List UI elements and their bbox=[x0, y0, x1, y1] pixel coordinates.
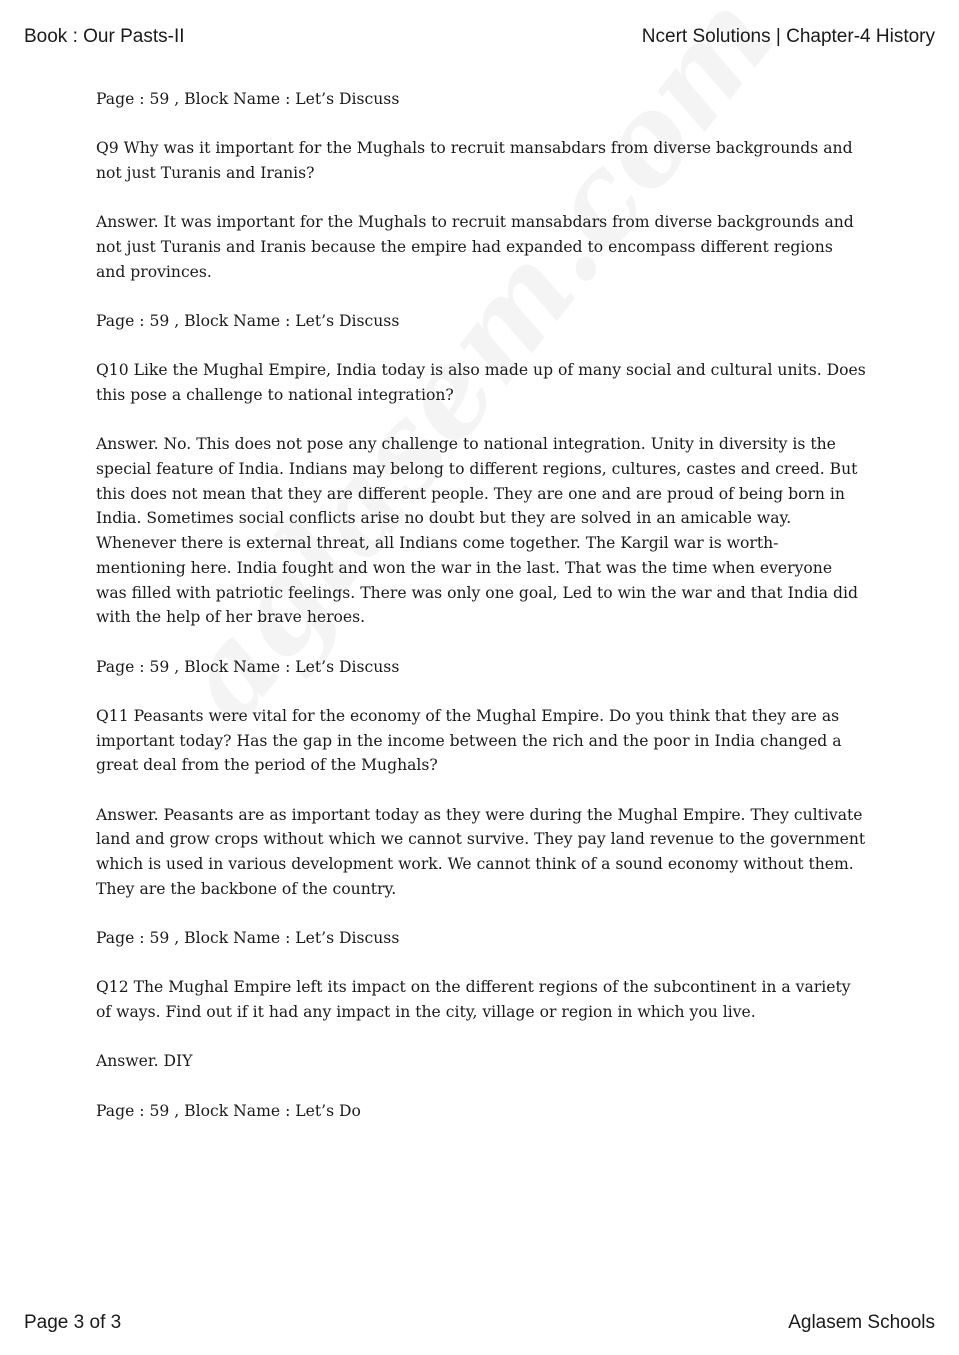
question-q12: Q12 The Mughal Empire left its impact on the different regions of the subcontinent in a variety of ways. Find out if it had any impact in the city, village or region in which you live. bbox=[96, 978, 851, 1021]
question-q9: Q9 Why was it important for the Mughals to recruit mansabdars from diverse backgrounds and not just Turanis and Iranis? bbox=[96, 139, 853, 182]
answer-q12: Answer. DIY bbox=[96, 1052, 193, 1071]
document-body bbox=[96, 87, 866, 1148]
question-q10: Q10 Like the Mughal Empire, India today is also made up of many social and cultural units. Does this pose a challenge to national integration? bbox=[96, 361, 866, 404]
block-reference: Page : 59 , Block Name : Let’s Discuss bbox=[96, 657, 400, 676]
question-q11: Q11 Peasants were vital for the economy of the Mughal Empire. Do you think that they are as important today? Has the gap in the income between the rich and the poor in India changed a great deal from the period of the Mughals? bbox=[96, 706, 842, 775]
answer-q9: Answer. It was important for the Mughals to recruit mansabdars from diverse backgrounds and not just Turanis and Iranis because the empire had expanded to encompass different regions and provinces. bbox=[96, 213, 854, 281]
answer-q10: Answer. No. This does not pose any challenge to national integration. Unity in diversity is the special feature of India. Indians may belong to different regions, cultures, castes and creed. But this does not mean that they are different people. They are one and are proud of being born in India. Sometimes social conflicts arise no doubt but they are solved in an amicable way. Whenever there is external threat, all Indians come together. The Kargil war is worth-mentioning here. India fought and won the war in the last. That was the time when everyone was filled with patriotic feelings. There was only one goal, Led to win the war and that India did with the help of her brave heroes. bbox=[96, 435, 858, 627]
block-reference: Page : 59 , Block Name : Let’s Do bbox=[96, 1101, 361, 1120]
block-reference: Page : 59 , Block Name : Let’s Discuss bbox=[96, 90, 400, 108]
block-reference: Page : 59 , Block Name : Let’s Discuss bbox=[96, 928, 400, 947]
footer-page-number: Page 3 of 3 bbox=[24, 1312, 122, 1333]
answer-q11: Answer. Peasants are as important today as they were during the Mughal Empire. They cultivate land and grow crops without which we cannot survive. They pay land revenue to the government which is used in various development work. We cannot think of a sound economy without them. They are the backbone of the country. bbox=[96, 805, 866, 898]
block-reference: Page : 59 , Block Name : Let’s Discuss bbox=[96, 312, 400, 330]
footer-publisher: Aglasem Schools bbox=[788, 1312, 935, 1333]
header-chapter-title: Ncert Solutions | Chapter-4 History bbox=[641, 26, 935, 47]
header-book-title: Book : Our Pasts-II bbox=[24, 26, 185, 47]
